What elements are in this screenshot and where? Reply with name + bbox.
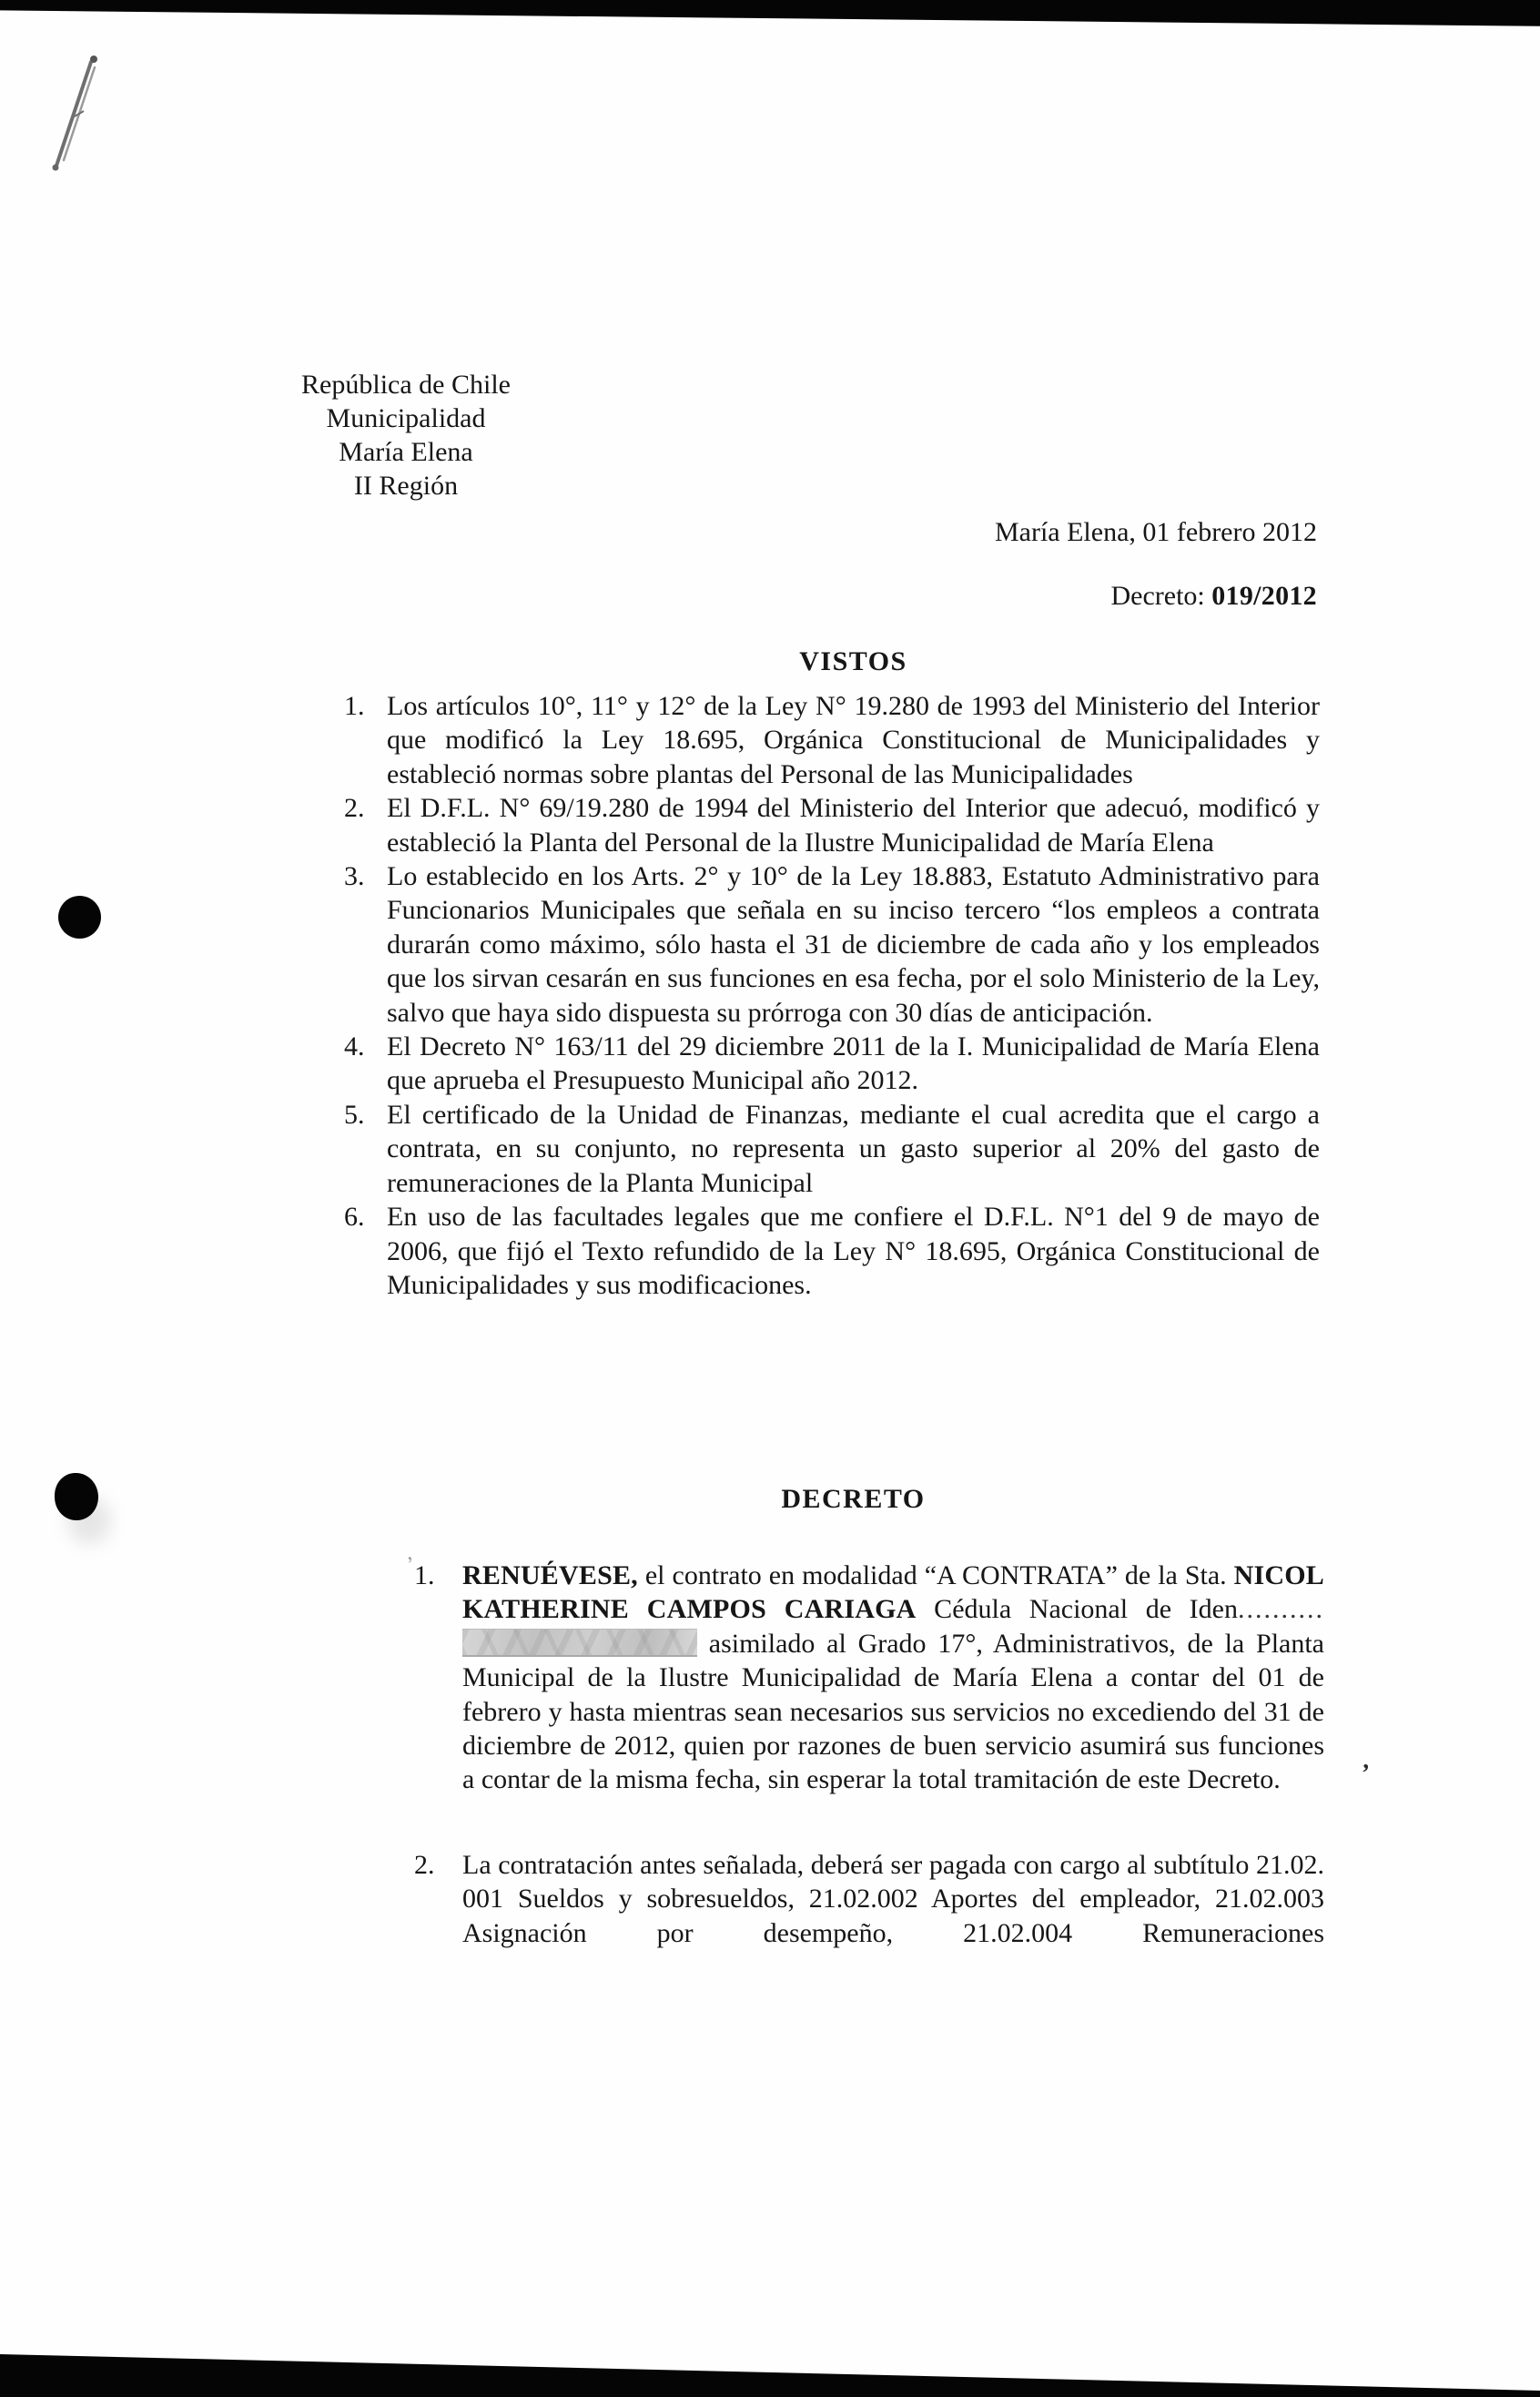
- decree-number-line: [1110, 581, 1317, 612]
- letterhead-entity: Municipalidad: [326, 403, 486, 433]
- item-number: 3.: [344, 861, 365, 892]
- decree-number: 019/2012: [1211, 581, 1317, 611]
- vistos-item-4: [344, 1030, 1320, 1098]
- vistos-item-6: [344, 1200, 1320, 1302]
- vistos-heading: VISTOS: [799, 646, 907, 676]
- stray-apostrophe-mark: ’: [1362, 1759, 1370, 1786]
- employee-name-bold: NICOL KATHERINE CAMPOS CARIAGA: [462, 1560, 1324, 1625]
- item-text: Los artículos 10°, 11° y 12° de la Ley N° 19.280 de 1993 del Ministerio del Interior que modificó la Ley 18.695, Orgánica Constitucional de Municipalidades y estableció normas sobre plantas del Personal de las Municipalidades: [387, 691, 1320, 789]
- vistos-list: [344, 689, 1320, 1302]
- item-text: El Decreto N° 163/11 del 29 diciembre 2011 de la I. Municipalidad de María Elena que aprueba el Presupuesto Municipal año 2012.: [387, 1031, 1320, 1096]
- hole-punch-bottom: [55, 1473, 98, 1520]
- vistos-item-3: [344, 859, 1320, 1030]
- renuevese-bold: RENUÉVESE,: [462, 1560, 638, 1590]
- hole-punch-top: [58, 896, 101, 939]
- decreto-list: [414, 1559, 1324, 1950]
- stray-pen-tick: ’: [404, 1552, 418, 1578]
- vistos-item-1: [344, 689, 1320, 791]
- item-number: 5.: [344, 1099, 365, 1130]
- letterhead-country: República de Chile: [301, 370, 511, 400]
- paperclip-mark: [44, 47, 109, 175]
- letterhead-city: María Elena: [339, 437, 473, 467]
- identity-prefix: Iden: [1189, 1594, 1238, 1625]
- redaction-box: [462, 1629, 697, 1657]
- item-number: 4.: [344, 1031, 365, 1062]
- item-number: 6.: [344, 1202, 365, 1233]
- item-text: El certificado de la Unidad de Finanzas, mediante el cual acredita que el cargo a contrata, en su conjunto, no representa un gasto superior al 20% del gasto de remuneraciones de la Planta Municipal: [387, 1099, 1320, 1198]
- item-text: En uso de las facultades legales que me confiere el D.F.L. N°1 del 9 de mayo de 2006, que fijó el Texto refundido de la Ley N° 18.695, Orgánica Constitucional de Municipalidades y sus modificaciones.: [387, 1202, 1320, 1300]
- dateline: María Elena, 01 febrero 2012: [994, 517, 1317, 547]
- decreto-item-2: [414, 1848, 1324, 1950]
- item-text: La contratación antes señalada, deberá ser pagada con cargo al subtítulo 21.02. 001 Sueldos y sobresueldos, 21.02.002 Aportes del empleador, 21.02.003 Asignación por desempeño, 21.02.004 Remuneraciones: [462, 1849, 1324, 1948]
- vistos-item-5: [344, 1098, 1320, 1200]
- item-number: 2.: [344, 793, 365, 824]
- tail-text: asimilado al Grado 17°, Administrativos, de la Planta Municipal de la Ilustre Municipalidad de María Elena a contar del 01 de febrero y hasta mientras sean necesarios sus servicios no excediendo del 31 de diciembre de 2012, quien por razones de buen servicio asumirá sus funciones a contar de la misma fecha, sin esperar la total tramitación de este Decreto.: [462, 1628, 1324, 1795]
- item-number: 2.: [414, 1849, 435, 1880]
- item-number: 1.: [414, 1560, 435, 1590]
- after-name-text: Cédula Nacional de: [916, 1594, 1190, 1625]
- letterhead-region: II Región: [353, 471, 459, 501]
- item-text: Lo establecido en los Arts. 2° y 10° de la Ley 18.883, Estatuto Administrativo para Funcionarios Municipales que señala en su inciso tercero “los empleos a contrata durarán como máximo, sólo hasta el 31 de diciembre de cada año y los empleados que los sirvan cesarán en sus funciones en esa fecha, por el solo Ministerio de la Ley, salvo que haya sido dispuesta su prórroga con 30 días de anticipación.: [387, 861, 1320, 1028]
- decreto-item-1: [414, 1559, 1324, 1797]
- scan-edge-band-bottom: [0, 2351, 1540, 2397]
- letterhead: [297, 368, 515, 503]
- lead-text: el contrato en modalidad “A CONTRATA” de la Sta.: [637, 1560, 1234, 1590]
- identity-dots: ..........: [1237, 1594, 1324, 1625]
- decreto-heading: DECRETO: [781, 1484, 926, 1514]
- vistos-item-2: [344, 791, 1320, 859]
- item-text: [462, 1559, 1324, 1797]
- decree-label: Decreto:: [1110, 581, 1212, 611]
- item-number: 1.: [344, 691, 365, 721]
- scan-edge-band-top: [0, 0, 1540, 27]
- item-text: El D.F.L. N° 69/19.280 de 1994 del Ministerio del Interior que adecuó, modificó y estableció la Planta del Personal de la Ilustre Municipalidad de María Elena: [387, 793, 1320, 858]
